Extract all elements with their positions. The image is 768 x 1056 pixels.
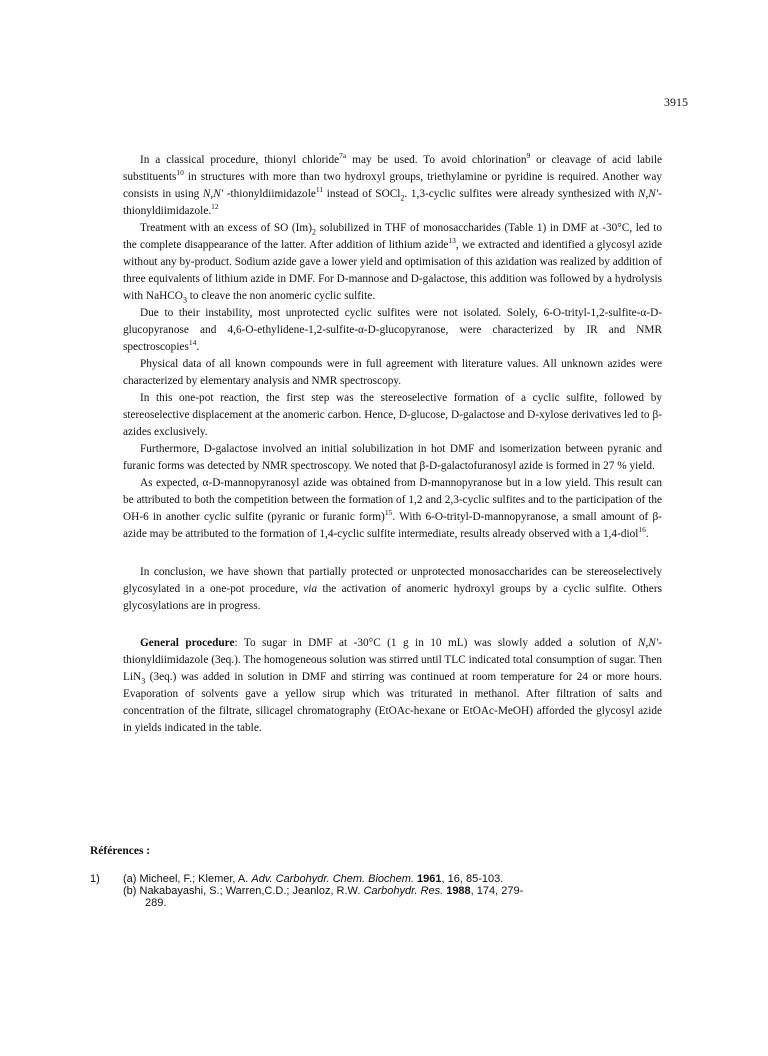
page-number: 3915 <box>664 95 688 109</box>
paragraph: In a classical procedure, thionyl chloride$^{7a}$ may be used. To avoid chlorination$^9$ or cleavage of acid labile substituents$^{10}$ in structures with more than two hydroxyl groups, triethylamine or pyridine is required. Another way consists in using N,N' -thionyldiimidazole$^{11}$ instead of SOCl$_2$. 1,3-cyclic sulfites were already synthesized with N,N'-thionyldiimidazole.$^{12}$ <box>123 151 662 217</box>
paragraph: In this one-pot reaction, the first step was the stereoselective formation of a cyclic sulfite, followed by stereoselective displacement at the anomeric carbon. Hence, D-glucose, D-galactose and D-xylose derivatives led to β-azides exclusively. <box>123 392 662 438</box>
reference-entry: (a) Micheel, F.; Klemer, A. Adv. Carbohydr. Chem. Biochem. 1961, 16, 85-103. <box>123 873 504 885</box>
paragraph: Physical data of all known compounds were in full agreement with literature values. All unknown azides were characterized by elementary analysis and NMR spectroscopy. <box>123 358 662 387</box>
reference-item <box>90 873 670 909</box>
references-section <box>90 845 670 909</box>
reference-number: 1) <box>90 873 100 885</box>
conclusion-paragraph: In conclusion, we have shown that partially protected or unprotected monosaccharides can be stereoselectively glycosylated in a one-pot procedure, via the activation of anomeric hydroxyl groups by a cyclic sulfite. Others glycosylations are in progress. <box>123 566 662 612</box>
paragraph: Furthermore, D-galactose involved an initial solubilization in hot DMF and isomerization between pyranic and furanic forms was detected by NMR spectroscopy. We noted that β-D-galactofuranosyl azide is formed in 27 % yield. <box>123 443 662 472</box>
paragraph: Treatment with an excess of SO $(Im)_2$ solubilized in THF of monosaccharides (Table 1) in DMF at -30°C, led to the complete disappearance of the latter. After addition of lithium azide$^{13}$, we extracted and identified a glycosyl azide without any by-product. Sodium azide gave a lower yield and optimisation of this azidation was realized by addition of three equivalents of lithium azide in DMF. For D-mannose and D-galactose, this addition was followed by a hydrolysis with NaHCO$_3$ to cleave the non anomeric cyclic sulfite. <box>123 222 663 305</box>
reference-entry-continuation: 289. <box>145 897 167 909</box>
paragraph: As expected, α-D-mannopyranosyl azide was obtained from D-mannopyranose but in a low yield. This result can be attributed to both the competition between the formation of 1,2 and 2,3-cyclic sulfites and to the participation of the OH-6 in another cyclic sulfite (pyranic or furanic form)$^{15}$. With 6-O-trityl-D-mannopyranose, a small amount of β-azide may be attributed to the formation of 1,4-cyclic sulfite intermediate, results already observed with a 1,4-diol$^{16}$. <box>123 477 662 540</box>
article-body <box>123 152 662 737</box>
references-heading: Références : <box>90 845 151 857</box>
general-procedure-label: General procedure <box>140 637 235 649</box>
paragraph: Due to their instability, most unprotected cyclic sulfites were not isolated. Solely, 6-O-trityl-1,2-sulfite-α-D-glucopyranose and 4,6-O-ethylidene-1,2-sulfite-α-D-glucopyranose, were characterized by IR and NMR spectroscopies$^{14}$. <box>123 307 662 353</box>
reference-entry: (b) Nakabayashi, S.; Warren,C.D.; Jeanloz, R.W. Carbohydr. Res. 1988, 174, 279- <box>123 885 524 897</box>
general-procedure-paragraph: General procedure: To sugar in DMF at -30°C (1 g in 10 mL) was slowly added a solution of N,N'-thionyldiimidazole (3eq.). The homogeneous solution was stirred until TLC indicated total consumption of sugar. Then LiN$_3$ (3eq.) was added in solution in DMF and stirring was continued at room temperature for 24 or more hours. Evaporation of solvents gave a yellow sirup which was triturated in methanol. After filtration of salts and concentration of the filtrate, silicagel chromatography (EtOAc-hexane or EtOAc-MeOH) afforded the glycosyl azide in yields indicated in the table. <box>123 637 662 734</box>
reference-body <box>123 873 523 909</box>
